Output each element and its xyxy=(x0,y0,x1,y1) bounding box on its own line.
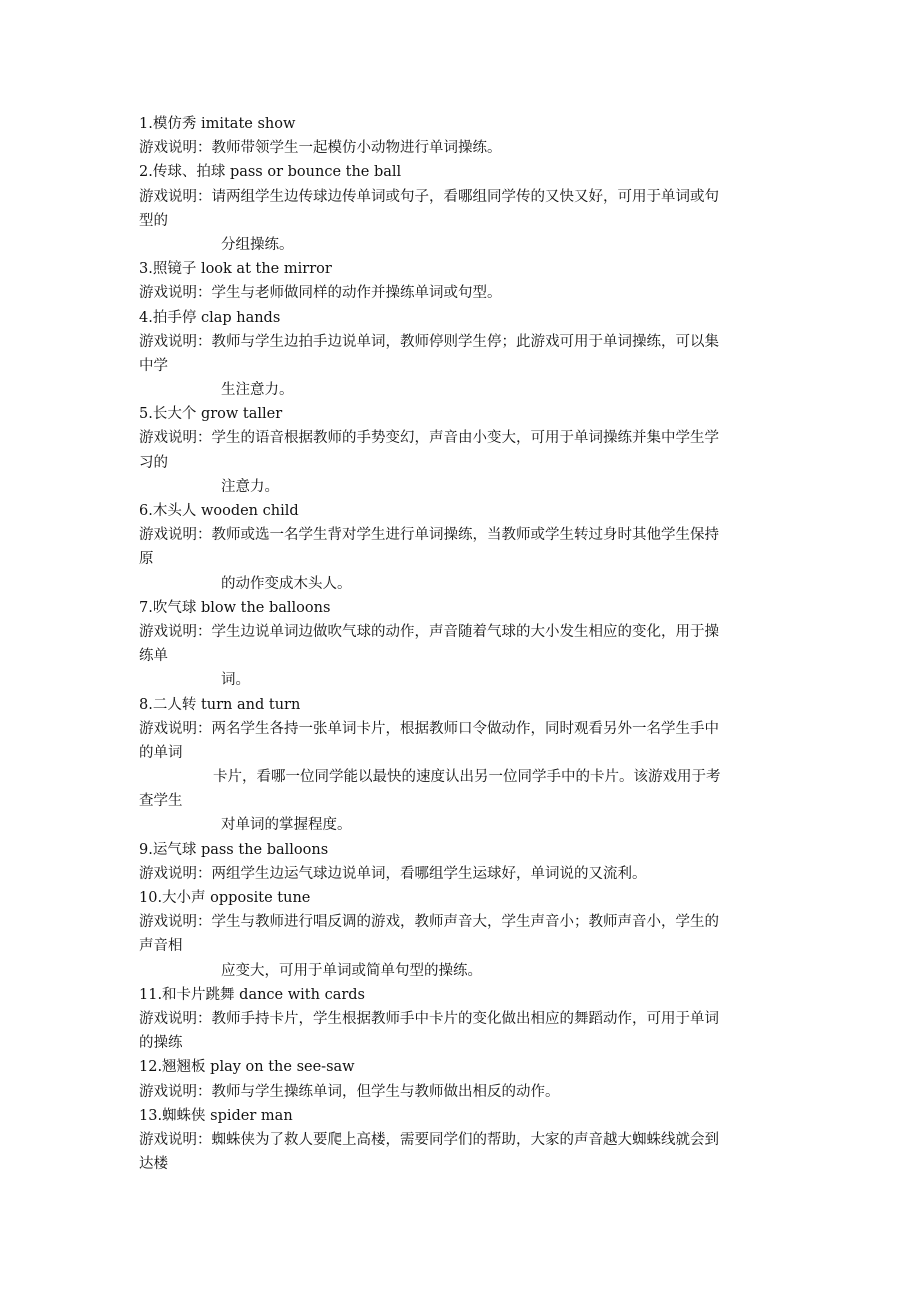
game-title: 12.翘翘板 play on the see-saw xyxy=(139,1059,355,1076)
game-title: 7.吹气球 blow the balloons xyxy=(139,599,331,616)
game-description: 游戏说明：两组学生边运气球边说单词，看哪组学生运球好，单词说的又流利。 xyxy=(139,865,647,882)
game-description: 游戏说明：请两组学生边传球边传单词或句子，看哪组同学传的又快又好，可用于单词或句 xyxy=(139,188,719,205)
game-description-continued: 分组操练。 xyxy=(221,236,294,253)
game-title: 11.和卡片跳舞 dance with cards xyxy=(139,986,365,1003)
game-description-continued: 注意力。 xyxy=(221,478,279,495)
game-description: 游戏说明：两名学生各持一张单词卡片，根据教师口令做动作，同时观看另外一名学生手中 xyxy=(139,720,719,737)
game-title: 4.拍手停 clap hands xyxy=(139,309,281,326)
game-title: 6.木头人 wooden child xyxy=(139,503,299,519)
game-title: 1.模仿秀 imitate show xyxy=(139,116,296,132)
game-title: 10.大小声 opposite tune xyxy=(139,890,311,906)
game-description-wrap: 原 xyxy=(139,551,154,568)
game-description-continued: 生注意力。 xyxy=(221,382,294,399)
game-description: 游戏说明：教师与学生边拍手边说单词，教师停则学生停；此游戏可用于单词操练，可以集 xyxy=(139,333,719,350)
game-title: 13.蜘蛛侠 spider man xyxy=(139,1107,293,1124)
game-description-wrap: 达楼 xyxy=(139,1156,168,1173)
game-title: 8.二人转 turn and turn xyxy=(139,696,301,713)
game-description: 游戏说明：学生与老师做同样的动作并操练单词或句型。 xyxy=(139,285,502,302)
game-description: 游戏说明：蜘蛛侠为了救人要爬上高楼，需要同学们的帮助，大家的声音越大蜘蛛线就会到 xyxy=(139,1131,719,1148)
game-description-wrap: 练单 xyxy=(139,648,168,665)
game-description: 游戏说明：学生边说单词边做吹气球的动作，声音随着气球的大小发生相应的变化，用于操 xyxy=(139,623,719,640)
game-title: 5.长大个 grow taller xyxy=(139,406,283,423)
game-description-wrap: 型的 xyxy=(139,212,168,229)
game-description: 游戏说明：学生与教师进行唱反调的游戏，教师声音大，学生声音小；教师声音小，学生的 xyxy=(139,914,719,931)
game-description-continued: 对单词的掌握程度。 xyxy=(221,817,352,834)
game-description: 游戏说明：教师带领学生一起模仿小动物进行单词操练。 xyxy=(139,140,502,157)
game-description-wrap: 的操练 xyxy=(139,1035,183,1052)
game-description-wrap: 习的 xyxy=(139,454,168,471)
game-description: 游戏说明：学生的语音根据教师的手势变幻，声音由小变大，可用于单词操练并集中学生学 xyxy=(139,430,719,447)
game-description-wrap: 的单词 xyxy=(139,744,183,761)
game-list xyxy=(139,112,784,1176)
game-description-wrap: 查学生 xyxy=(139,793,183,810)
game-description: 游戏说明：教师手持卡片，学生根据教师手中卡片的变化做出相应的舞蹈动作，可用于单词 xyxy=(139,1010,719,1027)
game-title: 3.照镜子 look at the mirror xyxy=(139,261,332,278)
game-title: 2.传球、拍球 pass or bounce the ball xyxy=(139,164,402,181)
game-description: 游戏说明：教师或选一名学生背对学生进行单词操练，当教师或学生转过身时其他学生保持 xyxy=(139,527,719,544)
game-description-continued: 应变大，可用于单词或简单句型的操练。 xyxy=(221,962,482,979)
game-title: 9.运气球 pass the balloons xyxy=(139,841,329,858)
game-description-wrap: 声音相 xyxy=(139,938,183,955)
game-description: 游戏说明：教师与学生操练单词，但学生与教师做出相反的动作。 xyxy=(139,1083,560,1100)
game-description-continued: 卡片，看哪一位同学能以最快的速度认出另一位同学手中的卡片。该游戏用于考 xyxy=(213,769,721,786)
game-description-wrap: 中学 xyxy=(139,357,168,374)
game-description-continued: 词。 xyxy=(221,672,250,689)
game-description-continued: 的动作变成木头人。 xyxy=(221,575,352,592)
